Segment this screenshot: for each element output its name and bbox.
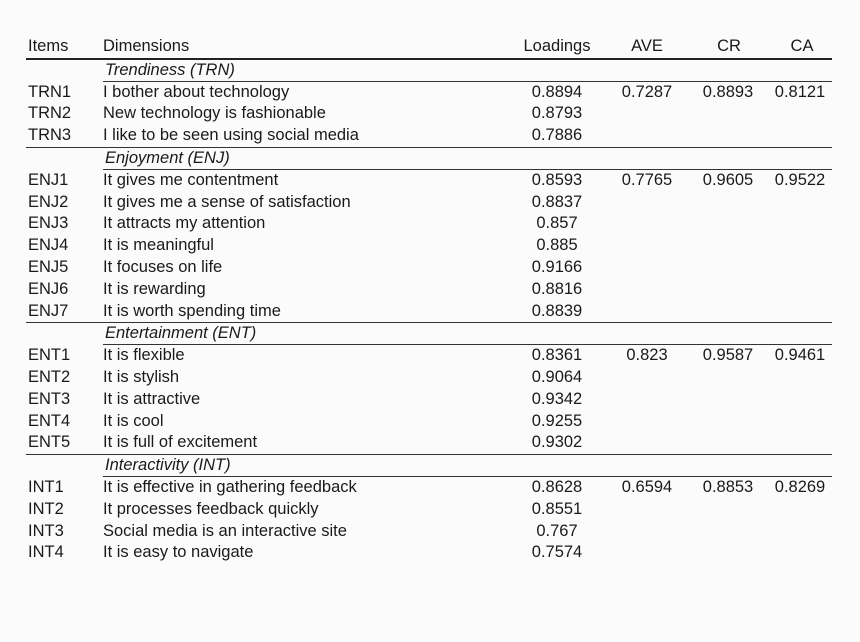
table-row <box>26 125 832 148</box>
dimension-text: Social media is an interactive site <box>103 521 347 540</box>
section-title: Enjoyment (ENJ) <box>105 148 230 167</box>
dimension-text: It attracts my attention <box>103 214 266 233</box>
item-code: INT2 <box>28 499 64 518</box>
item-code: TRN3 <box>28 126 72 145</box>
table-row <box>26 367 832 389</box>
section-row <box>26 323 832 345</box>
item-code: INT3 <box>28 521 64 540</box>
item-code: ENJ2 <box>28 192 69 211</box>
item-code: ENJ4 <box>28 236 69 255</box>
item-code: TRN2 <box>28 104 72 123</box>
ca-value: 0.8269 <box>774 477 826 496</box>
loading-value: 0.9255 <box>531 411 583 430</box>
loading-value: 0.857 <box>536 214 578 233</box>
dimension-text: New technology is fashionable <box>103 104 326 123</box>
item-code: ENJ6 <box>28 279 69 298</box>
dimension-text: It is effective in gathering feedback <box>103 477 357 496</box>
dimension-text: It is cool <box>103 411 164 430</box>
item-code: ENJ7 <box>28 301 69 320</box>
table-row <box>26 103 832 125</box>
dimension-text: It is attractive <box>103 389 201 408</box>
ave-value: 0.7287 <box>621 82 673 101</box>
dimension-text: It is stylish <box>103 367 180 386</box>
loading-value: 0.9064 <box>531 367 583 386</box>
table-row <box>26 542 832 564</box>
loading-value: 0.9342 <box>531 389 583 408</box>
loading-value: 0.8628 <box>531 477 583 496</box>
cr-value: 0.9605 <box>702 170 754 189</box>
header-dimensions: Dimensions <box>103 37 190 55</box>
table-row <box>26 389 832 411</box>
header-ave: AVE <box>631 37 663 55</box>
table-row <box>26 257 832 279</box>
item-code: ENJ5 <box>28 257 69 276</box>
ave-value: 0.7765 <box>621 170 673 189</box>
loading-value: 0.7574 <box>531 543 583 562</box>
dimension-text: It gives me a sense of satisfaction <box>103 192 351 211</box>
loading-value: 0.885 <box>536 236 578 255</box>
loading-value: 0.8894 <box>531 82 583 101</box>
cr-value: 0.8893 <box>702 82 754 101</box>
dimension-text: I bother about technology <box>103 82 290 101</box>
table-row <box>26 432 832 455</box>
table-row <box>26 477 832 499</box>
dimension-text: It is flexible <box>103 346 185 365</box>
table-row <box>26 411 832 433</box>
table-body <box>26 60 832 564</box>
item-code: ENT3 <box>28 389 71 408</box>
loading-value: 0.8837 <box>531 192 583 211</box>
dimension-text: It is worth spending time <box>103 301 281 320</box>
cr-value: 0.8853 <box>702 477 754 496</box>
dimension-text: I like to be seen using social media <box>103 126 359 145</box>
table-row <box>26 213 832 235</box>
header-ca: CA <box>790 37 814 55</box>
dimension-text: It is rewarding <box>103 279 206 298</box>
loading-value: 0.9302 <box>531 433 583 452</box>
ave-value: 0.823 <box>626 346 668 365</box>
loading-value: 0.767 <box>536 521 578 540</box>
section-title: Entertainment (ENT) <box>105 324 257 343</box>
item-code: ENJ1 <box>28 170 69 189</box>
table-row <box>26 521 832 543</box>
cr-value: 0.9587 <box>702 346 754 365</box>
loading-value: 0.8361 <box>531 346 583 365</box>
header-cr: CR <box>717 37 741 55</box>
section-title: Trendiness (TRN) <box>105 60 235 79</box>
dimension-text: It gives me contentment <box>103 170 279 189</box>
ca-value: 0.9522 <box>774 170 826 189</box>
measurement-table <box>26 36 832 564</box>
loading-value: 0.8593 <box>531 170 583 189</box>
table-row <box>26 82 832 104</box>
table-row <box>26 279 832 301</box>
loading-value: 0.9166 <box>531 257 583 276</box>
item-code: TRN1 <box>28 82 72 101</box>
section-row <box>26 60 832 82</box>
section-row <box>26 455 832 477</box>
header-loadings: Loadings <box>523 37 591 55</box>
item-code: INT4 <box>28 543 64 562</box>
item-code: INT1 <box>28 477 64 496</box>
loading-value: 0.8816 <box>531 279 583 298</box>
dimension-text: It is easy to navigate <box>103 543 254 562</box>
ave-value: 0.6594 <box>621 477 673 496</box>
table-header-row <box>26 36 832 60</box>
section-row <box>26 148 832 170</box>
table-row <box>26 192 832 214</box>
section-title: Interactivity (INT) <box>105 456 231 475</box>
table-row <box>26 345 832 367</box>
table-row <box>26 170 832 192</box>
dimension-text: It is full of excitement <box>103 433 258 452</box>
table-row <box>26 301 832 324</box>
loading-value: 0.8793 <box>531 104 583 123</box>
item-code: ENJ3 <box>28 214 69 233</box>
item-code: ENT5 <box>28 433 71 452</box>
loading-value: 0.8551 <box>531 499 583 518</box>
item-code: ENT4 <box>28 411 71 430</box>
dimension-text: It processes feedback quickly <box>103 499 319 518</box>
item-code: ENT2 <box>28 367 71 386</box>
table-row <box>26 235 832 257</box>
dimension-text: It is meaningful <box>103 236 214 255</box>
ca-value: 0.9461 <box>774 346 826 365</box>
loading-value: 0.7886 <box>531 126 583 145</box>
ca-value: 0.8121 <box>774 82 826 101</box>
header-items: Items <box>28 37 69 55</box>
dimension-text: It focuses on life <box>103 257 223 276</box>
table-row <box>26 499 832 521</box>
item-code: ENT1 <box>28 346 71 365</box>
loading-value: 0.8839 <box>531 301 583 320</box>
